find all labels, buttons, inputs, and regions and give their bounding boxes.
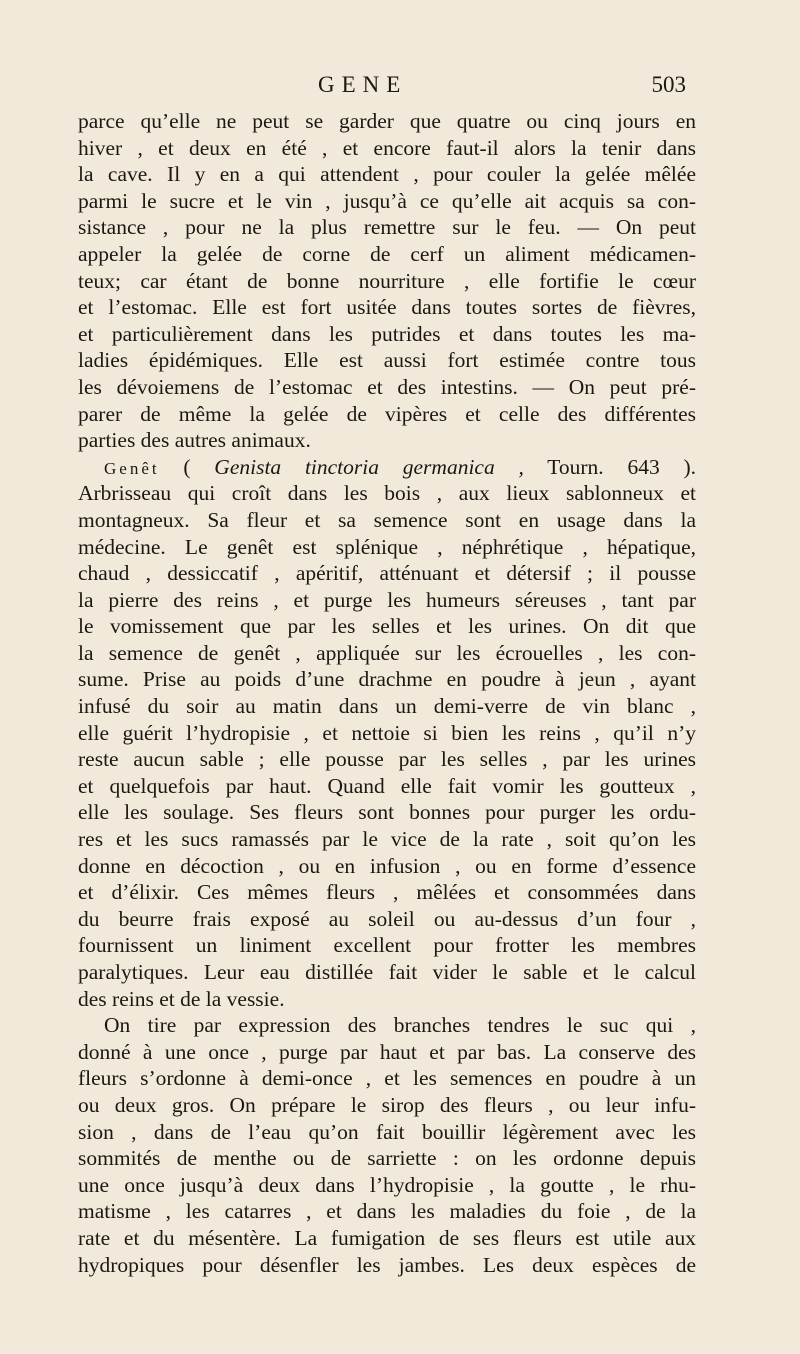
text-line: une once jusqu’à deux dans l’hydropisie , la goutte , le rhu- bbox=[78, 1172, 696, 1197]
text-line: reste aucun sable ; elle pousse par les selles , par les urines bbox=[78, 747, 696, 772]
text-line: On tire par expression des branches tendres le suc qui , bbox=[104, 1013, 696, 1038]
page-body bbox=[78, 108, 696, 1278]
text-line: fleurs s’ordonne à demi-once , et les semences en poudre à un bbox=[78, 1066, 696, 1091]
entry-heading-line: Genêt ( Genista tinctoria germanica , Tourn. 643 ). bbox=[104, 454, 697, 479]
text-line: médecine. Le genêt est splénique , néphrétique , hépatique, bbox=[78, 534, 696, 559]
page-header bbox=[78, 72, 686, 108]
text-line: hydropiques pour désenfler les jambes. Les deux espèces de bbox=[78, 1252, 696, 1277]
text-line: Arbrisseau qui croît dans les bois , aux lieux sablonneux et bbox=[78, 481, 696, 506]
text-line: et d’élixir. Ces mêmes fleurs , mêlées et consommées dans bbox=[78, 880, 696, 905]
running-head: GENE bbox=[318, 72, 408, 97]
text-line: parties des autres animaux. bbox=[78, 428, 311, 453]
text-line: montagneux. Sa fleur et sa semence sont en usage dans la bbox=[78, 507, 696, 532]
text-line: des reins et de la vessie. bbox=[78, 986, 285, 1011]
entry-lemma: Genêt bbox=[104, 458, 160, 478]
text-line: et quelquefois par haut. Quand elle fait vomir les goutteux , bbox=[78, 773, 696, 798]
text-line: hiver , et deux en été , et encore faut-il alors la tenir dans bbox=[78, 135, 696, 160]
text-line: donne en décoction , ou en infusion , ou en forme d’essence bbox=[78, 853, 696, 878]
text-line: paralytiques. Leur eau distillée fait vider le sable et le calcul bbox=[78, 960, 696, 984]
text-line: parer de même la gelée de vipères et celle des différentes bbox=[78, 401, 696, 426]
text-line: parmi le sucre et le vin , jusqu’à ce qu’elle ait acquis sa con- bbox=[78, 188, 696, 213]
text-line: sistance , pour ne la plus remettre sur le feu. — On peut bbox=[78, 215, 696, 240]
text-line: parce qu’elle ne peut se garder que quatre ou cinq jours en bbox=[78, 109, 696, 133]
text-line: fournissent un liniment excellent pour frotter les membres bbox=[78, 933, 696, 958]
text-line: la cave. Il y en a qui attendent , pour couler la gelée mêlée bbox=[78, 162, 696, 187]
text-line: sion , dans de l’eau qu’on fait bouillir légèrement avec les bbox=[78, 1119, 696, 1144]
paragraph bbox=[78, 1012, 696, 1278]
text-line: donné à une once , purge par haut et par bas. La conserve des bbox=[78, 1039, 696, 1064]
text-line: Tourn. 643 ). bbox=[547, 454, 697, 479]
entry-latin-name: Genista tinctoria germanica , bbox=[214, 454, 524, 479]
text-line: sommités de menthe ou de sarriette : on les ordonne depuis bbox=[78, 1146, 696, 1171]
text-line: res et les sucs ramassés par le vice de la rate , soit qu’on les bbox=[78, 827, 696, 852]
text-line: les dévoiemens de l’estomac et des intestins. — On peut pré- bbox=[78, 374, 696, 399]
entry-genet bbox=[78, 454, 696, 1012]
text-line: ladies épidémiques. Elle est aussi fort estimée contre tous bbox=[78, 348, 696, 373]
text-line: elle guérit l’hydropisie , et nettoie si bien les reins , qu’il n’y bbox=[78, 720, 696, 745]
page-number: 503 bbox=[651, 72, 686, 97]
text-line: matisme , les catarres , et dans les maladies du foie , de la bbox=[78, 1199, 696, 1224]
text-line: elle les soulage. Ses fleurs sont bonnes pour purger les ordu- bbox=[78, 800, 696, 825]
text-line: et particulièrement dans les putrides et dans toutes les ma- bbox=[78, 321, 696, 346]
text-line: la pierre des reins , et purge les humeurs séreuses , tant par bbox=[78, 587, 696, 612]
text-line: et l’estomac. Elle est fort usitée dans toutes sortes de fièvres, bbox=[78, 295, 696, 320]
text-line: du beurre frais exposé au soleil ou au-dessus d’un four , bbox=[78, 906, 696, 931]
text-line: le vomissement que par les selles et les urines. On dit que bbox=[78, 614, 696, 639]
text-line: chaud , dessiccatif , apéritif, atténuant et détersif ; il pousse bbox=[78, 561, 696, 586]
text-line: rate et du mésentère. La fumigation de ses fleurs est utile aux bbox=[78, 1225, 696, 1250]
text-line: teux; car étant de bonne nourriture , elle fortifie le cœur bbox=[78, 268, 696, 293]
text-line: sume. Prise au poids d’une drachme en poudre à jeun , ayant bbox=[78, 667, 696, 692]
paragraph-continuation bbox=[78, 108, 696, 454]
text-line: appeler la gelée de corne de cerf un aliment médicamen- bbox=[78, 241, 696, 266]
text-line: ou deux gros. On prépare le sirop des fleurs , ou leur infu- bbox=[78, 1092, 696, 1117]
text-line: la semence de genêt , appliquée sur les écrouelles , les con- bbox=[78, 640, 696, 665]
text-line: infusé du soir au matin dans un demi-verre de vin blanc , bbox=[78, 694, 696, 719]
